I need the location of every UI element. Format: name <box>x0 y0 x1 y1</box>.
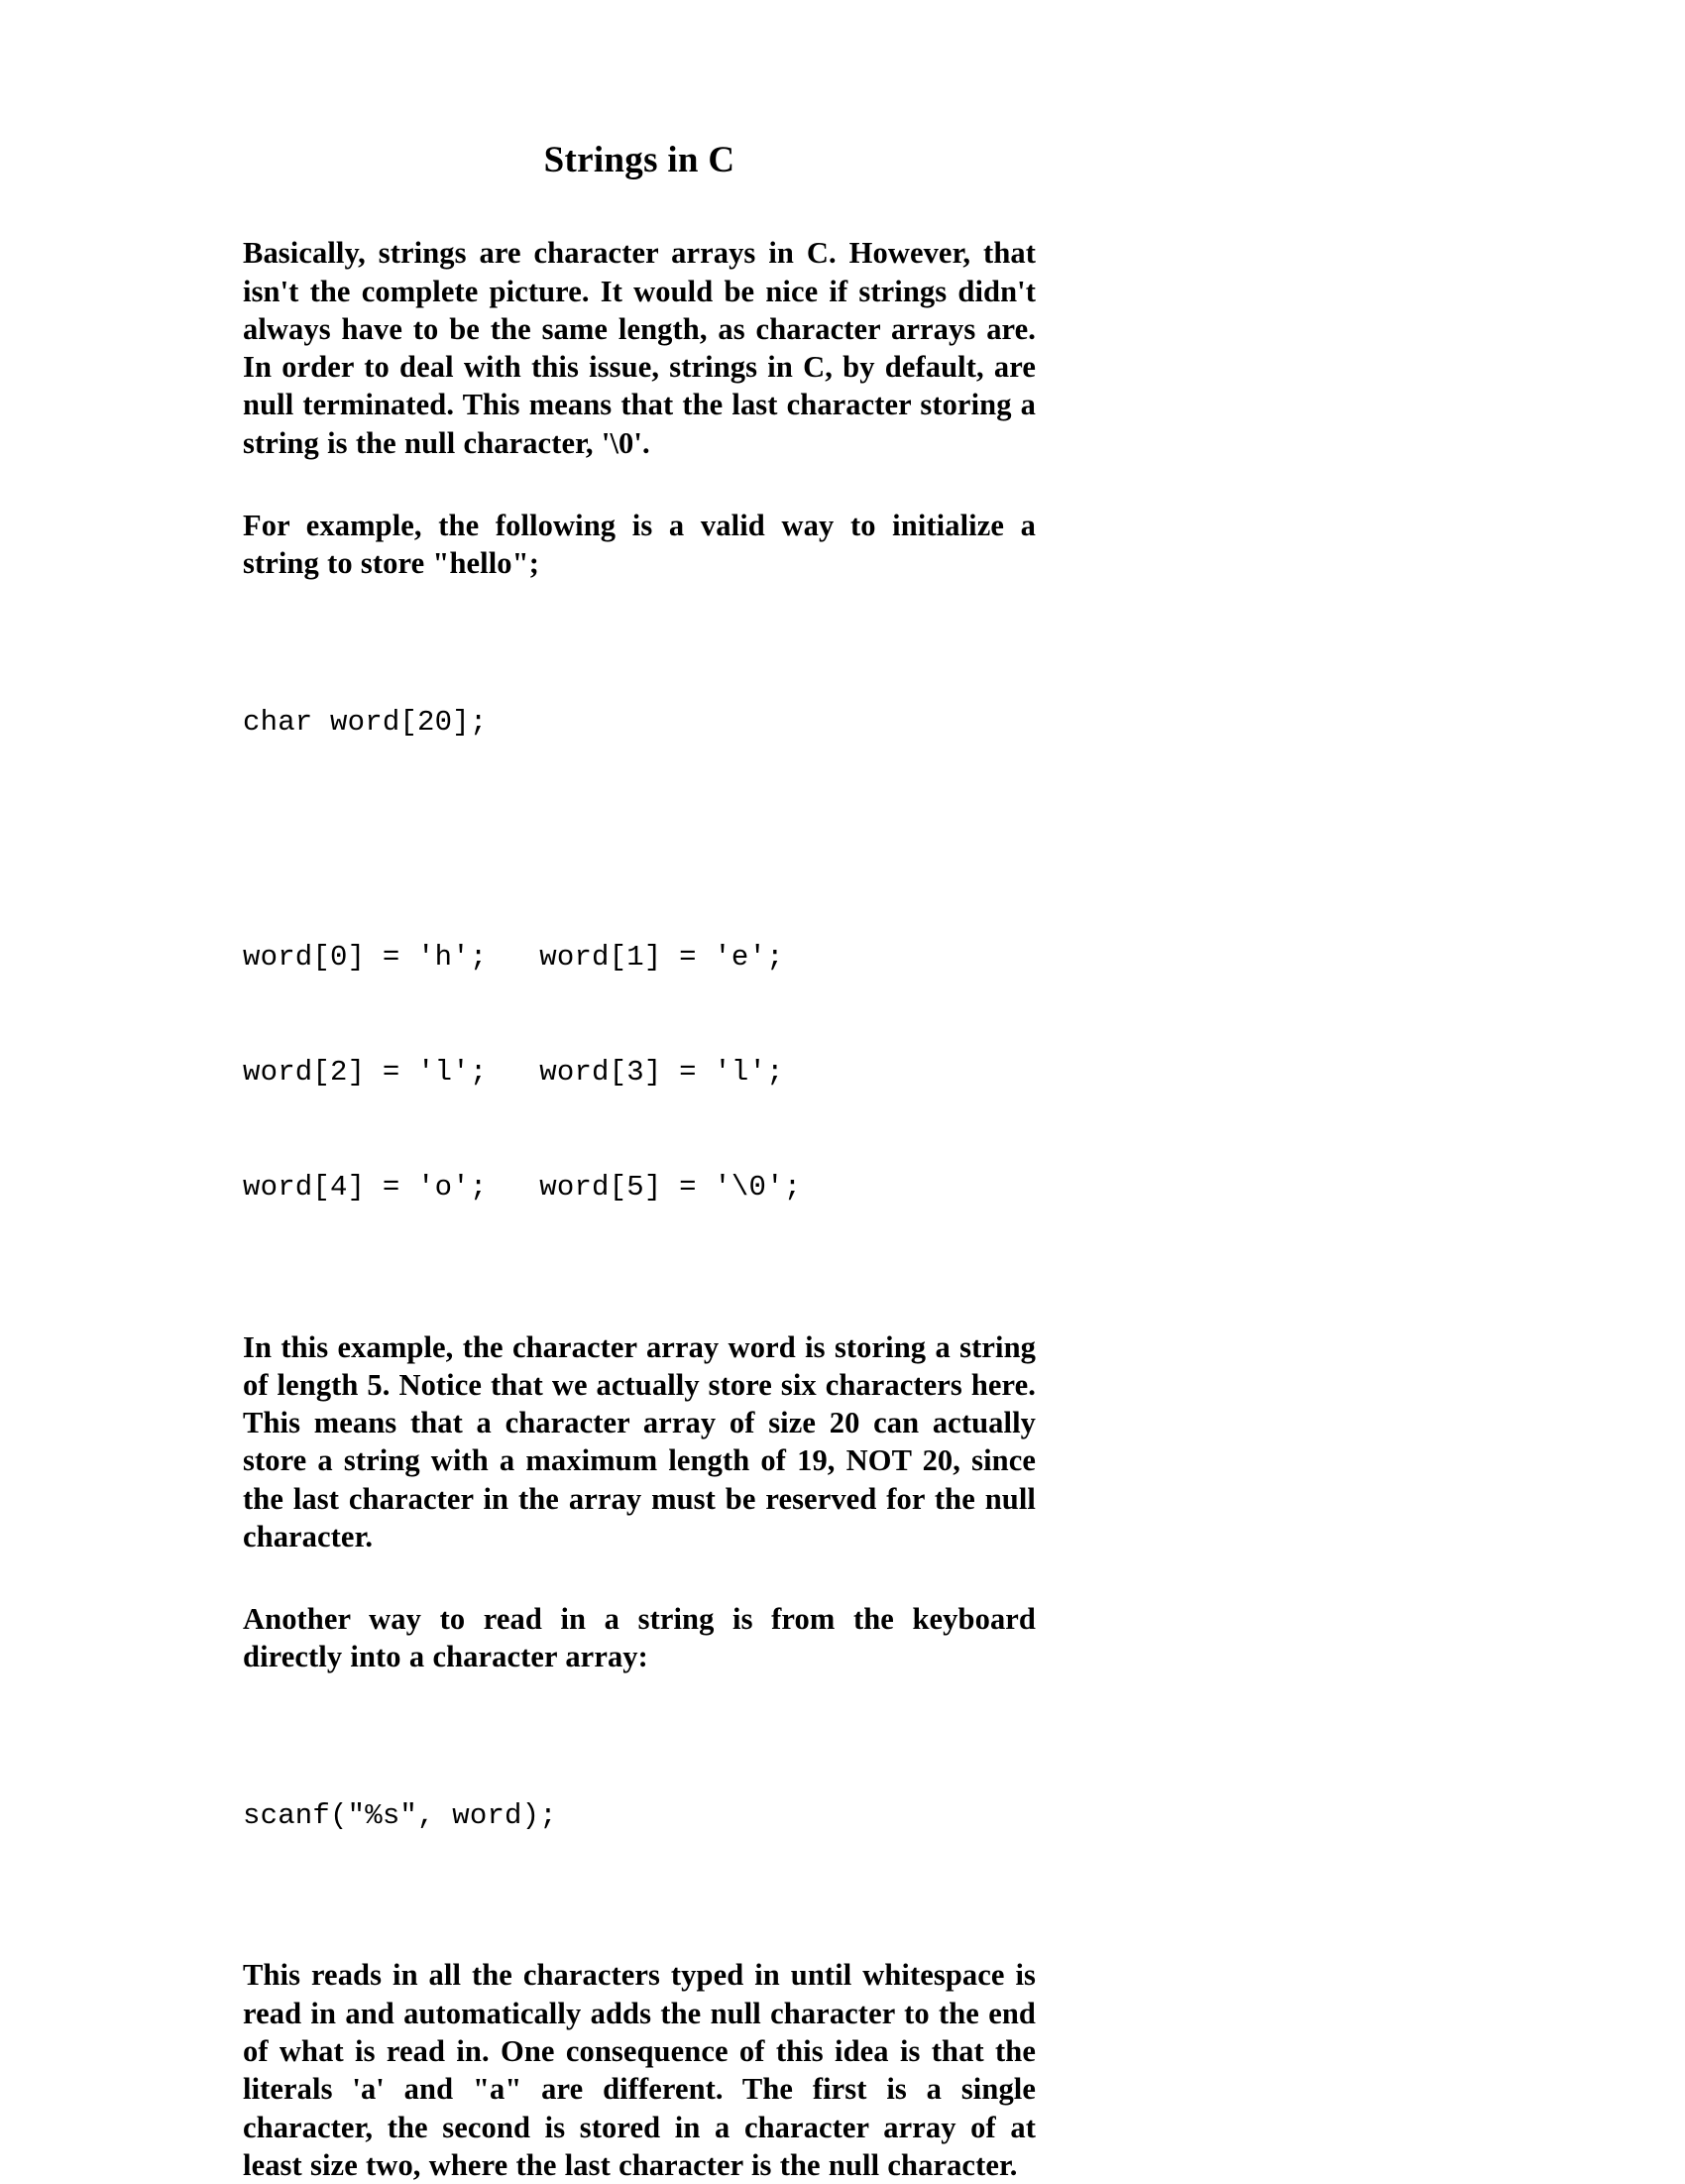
paragraph-scanf-explanation: This reads in all the characters typed in until whitespace is read in and automatically adds the null character to the end of what is read in. One consequence of this idea is that the literals 'a' and "a" are different. The first is a single character, the second is stored in a character array of at least size two, where the last character is the null character. <box>243 1958 1036 2182</box>
paragraph-example-explanation: In this example, the character array word is storing a string of length 5. Notice that we actually store six characters here. This means that a character array of size 20 can actually store a string with a maximum length of 19, NOT 20, since the last character in the array must be reserved for the null character. <box>243 1329 1036 1553</box>
code-line-scanf: scanf("%s", word); <box>243 1798 557 1832</box>
document-content <box>243 139 1036 2184</box>
code-block-declaration <box>243 628 1036 819</box>
paragraph-example-lead-in: For example, the following is a valid way to initialize a string to store "hello"; <box>243 508 1036 581</box>
code-line-assignment-4-5: word[4] = 'o'; word[5] = '\0'; <box>243 1170 802 1204</box>
code-line-char-word-declaration: char word[20]; <box>243 705 488 739</box>
paragraph-intro: Basically, strings are character arrays in C. However, that isn't the complete picture. It would be nice if strings didn't always have to be the same length, as character arrays are. In order to deal with this issue, strings in C, by default, are null terminated. This means that the last character storing a string is the null character, '\0'. <box>243 236 1036 460</box>
paragraph-keyboard-input-lead-in: Another way to read in a string is from the keyboard directly into a character array: <box>243 1602 1036 1674</box>
page-title: Strings in C <box>543 140 735 180</box>
code-block-scanf <box>243 1721 1036 1912</box>
code-line-assignment-2-3: word[2] = 'l'; word[3] = 'l'; <box>243 1056 784 1090</box>
code-block-assignments <box>243 862 1036 1283</box>
code-line-assignment-0-1: word[0] = 'h'; word[1] = 'e'; <box>243 941 784 975</box>
